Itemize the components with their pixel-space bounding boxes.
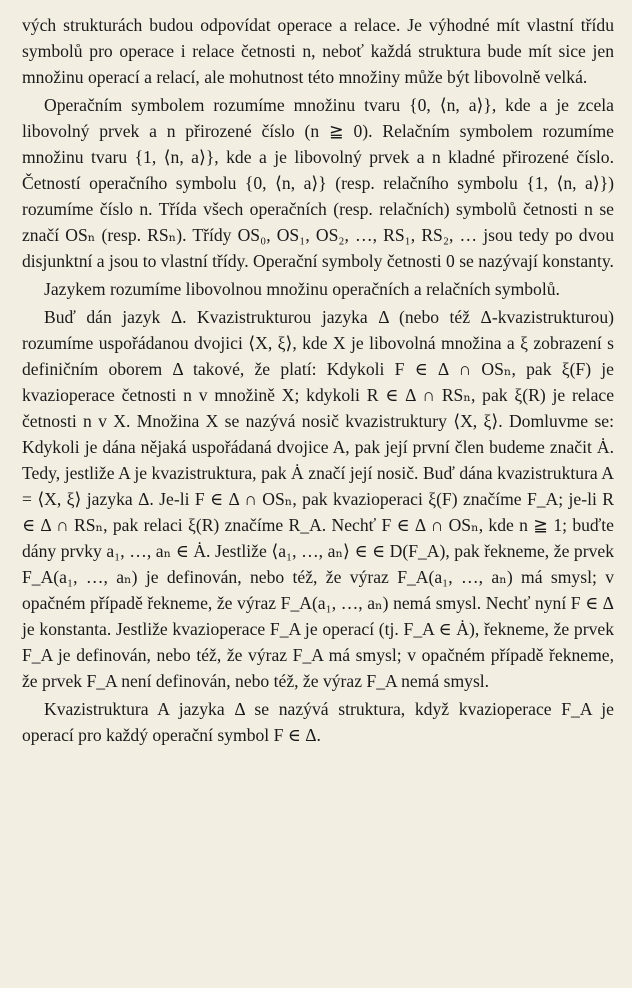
paragraph-5: Kvazistruktura A jazyka Δ se nazývá struktura, když kvazioperace F_A je operací pro každý operační symbol F ∈ Δ.: [22, 699, 614, 745]
paragraph-1: vých strukturách budou odpovídat operace a relace. Je výhodné mít vlastní třídu symbolů pro operace i relace četnosti n, neboť každá struktura bude mít sice jen množinu operací a relací, ale mohutnost této množiny může být libovolně velká.: [22, 15, 614, 87]
paragraph-4: Buď dán jazyk Δ. Kvazistrukturou jazyka Δ (nebo též Δ-kvazistrukturou) rozumíme uspořádanou dvojici ⟨X, ξ⟩, kde X je libovolná množina a ξ zobrazení s definičním oborem Δ takové, že platí: Kdykoli F ∈ Δ ∩ OSₙ, pak ξ(F) je kvazioperace četnosti n v množině X; kdykoli R ∈ Δ ∩ RSₙ, pak ξ(R) je relace četnosti n v X. Množina X se nazývá nosič kvazistruktury ⟨X, ξ⟩. Domluvme se: Kdykoli je dána nějaká uspořádaná dvojice A, pak její první člen budeme značit Ȧ. Tedy, jestliže A je kvazistruktura, pak Ȧ značí její nosič. Buď dána kvazistruktura A = ⟨X, ξ⟩ jazyka Δ. Je-li F ∈ Δ ∩ OSₙ, pak kvazioperaci ξ(F) značíme F_A; je-li R ∈ Δ ∩ RSₙ, pak relaci ξ(R) značíme R_A. Nechť F ∈ Δ ∩ OSₙ, kde n ≧ 1; buďte dány prvky a₁, …, aₙ ∈ Ȧ. Jestliže ⟨a₁, …, aₙ⟩ ∈ ∈ D(F_A), pak řekneme, že prvek F_A(a₁, …, aₙ) je definován, nebo též, že výraz F_A(a₁, …, aₙ) má smysl; v opačném případě řekneme, že výraz F_A(a₁, …, aₙ) nemá smysl. Nechť nyní F ∈ Δ je konstanta. Jestliže kvazioperace F_A je operací (tj. F_A ∈ Ȧ), řekneme, že prvek F_A je definován, nebo též, že výraz F_A má smysl; v opačném případě řekneme, že prvek F_A není definován, nebo též, že výraz F_A nemá smysl.: [22, 307, 614, 691]
body-text: [22, 12, 614, 748]
paragraph-2: Operačním symbolem rozumíme množinu tvaru {0, ⟨n, a⟩}, kde a je zcela libovolný prvek a n přirozené číslo (n ≧ 0). Relačním symbolem rozumíme množinu tvaru {1, ⟨n, a⟩}, kde a je libovolný prvek a n kladné přirozené číslo. Četností operačního symbolu {0, ⟨n, a⟩} (resp. relačního symbolu {1, ⟨n, a⟩}) rozumíme číslo n. Třída všech operačních (resp. relačních) symbolů četnosti n se značí OSₙ (resp. RSₙ). Třídy OS₀, OS₁, OS₂, …, RS₁, RS₂, … jsou tedy po dvou disjunktní a jsou to vlastní třídy. Operační symboly četnosti 0 se nazývají konstanty.: [22, 95, 614, 271]
paragraph-3: Jazykem rozumíme libovolnou množinu operačních a relačních symbolů.: [44, 279, 560, 299]
